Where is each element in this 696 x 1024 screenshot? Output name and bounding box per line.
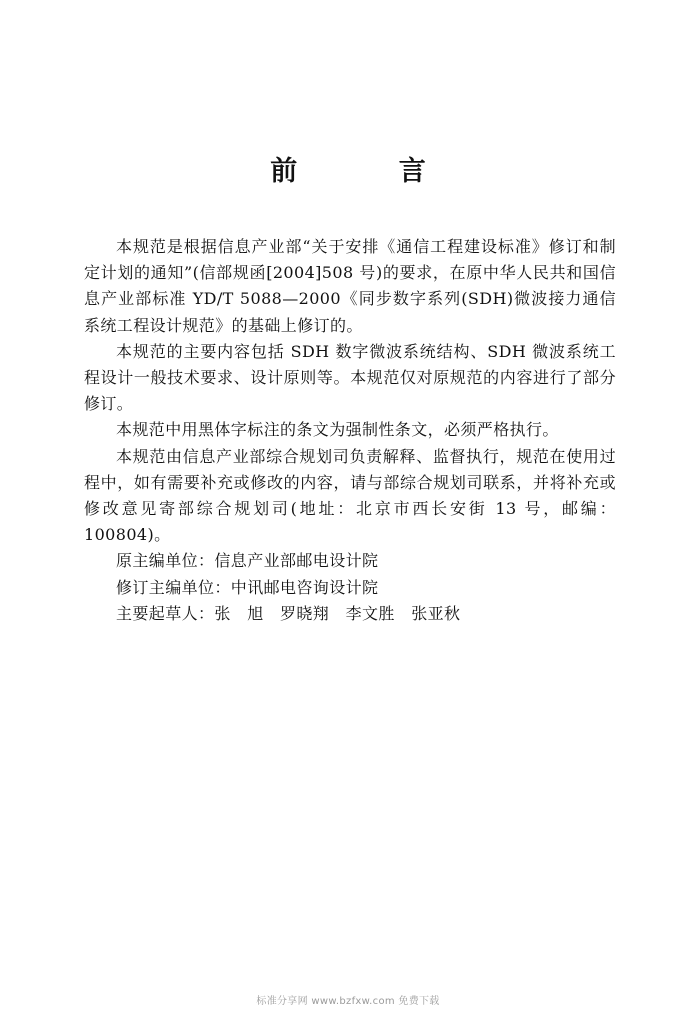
paragraph-mandatory: 本规范中用黑体字标注的条文为强制性条文，必须严格执行。 — [116, 420, 559, 440]
preface-body — [84, 234, 616, 627]
paragraph-content: 本规范的主要内容包括 SDH 数字微波系统结构、SDH 微波系统工程设计一般技术要求、设计原则等。本规范仅对原规范的内容进行了部分修订。 — [84, 341, 616, 414]
original-editor-unit: 原主编单位：信息产业部邮电设计院 — [116, 551, 379, 571]
paragraph-interpretation: 本规范由信息产业部综合规划司负责解释、监督执行，规范在使用过程中，如有需要补充或修改的内容，请与部综合规划司联系，并将补充或修改意见寄部综合规划司(地址：北京市西长安街 13 号，邮编：100804)。 — [84, 446, 616, 545]
footer-watermark: 标准分享网 www.bzfxw.com 免费下载 — [256, 996, 440, 1007]
revision-editor-unit: 修订主编单位：中讯邮电咨询设计院 — [116, 577, 379, 597]
page-title: 前 言 — [270, 156, 472, 187]
main-drafters: 主要起草人：张 旭 罗晓翔 李文胜 张亚秋 — [116, 603, 461, 623]
paragraph-basis: 本规范是根据信息产业部“关于安排《通信工程建设标准》修订和制定计划的通知”(信部规函[2004]508 号)的要求，在原中华人民共和国信息产业部标准 YD/T 5088—2000《同步数字系列(SDH)微波接力通信系统工程设计规范》的基础上修订的。 — [84, 237, 616, 335]
